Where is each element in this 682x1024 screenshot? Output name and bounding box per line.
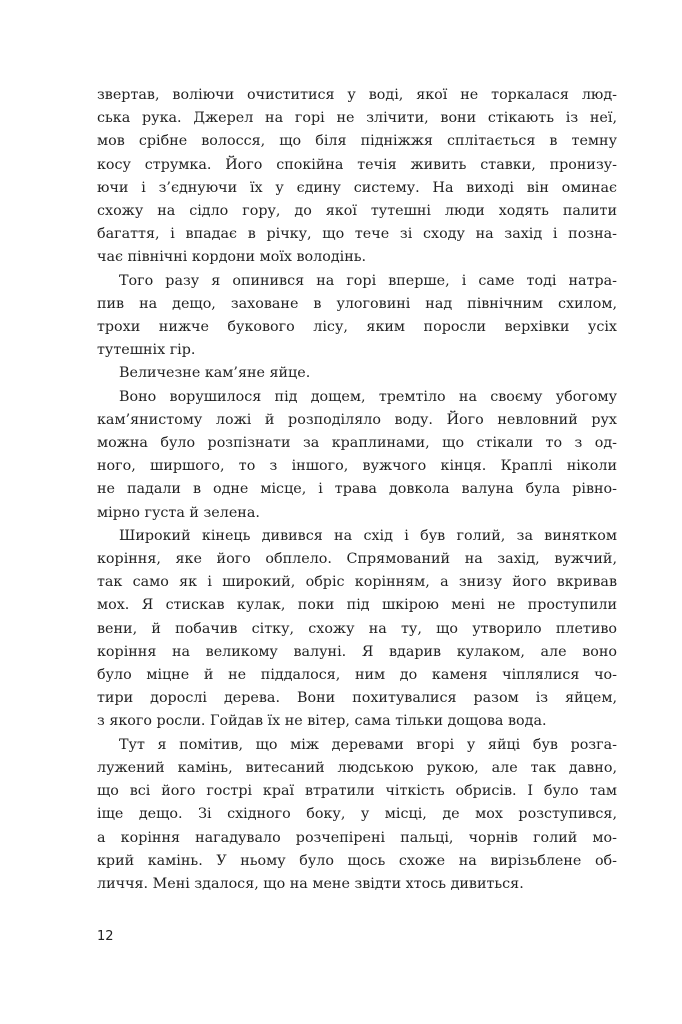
text-line: Тут я помітив, що між деревами вгорі у яйці був розга- <box>119 736 617 753</box>
text-line: лужений камінь, витесаний людською рукою, але так давно, <box>97 759 617 776</box>
text-line: трохи нижче букового лісу, яким поросли верхівки усіх <box>97 319 617 336</box>
page-body <box>97 84 617 896</box>
paragraph <box>97 84 617 270</box>
text-line: тутешніх гір. <box>97 342 196 359</box>
paragraph <box>97 362 617 385</box>
text-line: пив на дещо, заховане в улоговині над північним схилом, <box>97 295 617 312</box>
text-line: коріння на великому валуні. Я вдарив кулаком, але воно <box>97 643 617 660</box>
text-line: косу струмка. Його спокійна течія живить ставки, пронизу- <box>97 156 617 173</box>
text-line: Широкий кінець дивився на схід і був голий, за винятком <box>119 527 617 544</box>
text-line: коріння, яке його обплело. Спрямований на захід, вужчий, <box>97 551 617 568</box>
text-line: личчя. Мені здалося, що на мене звідти хтось дивиться. <box>97 875 524 892</box>
text-line: можна було розпізнати за краплинами, що стікали то з од- <box>97 435 617 452</box>
text-line: крий камінь. У ньому було щось схоже на вирізьблене об- <box>97 852 617 869</box>
text-line: чає північні кордони моїх володінь. <box>97 249 367 266</box>
paragraph <box>97 525 617 734</box>
text-line: з якого росли. Гойдав їх не вітер, сама тільки дощова вода. <box>97 713 547 730</box>
paragraph <box>97 734 617 896</box>
text-line: ного, ширшого, то з іншого, вужчого кінця. Краплі ніколи <box>97 458 617 475</box>
text-line: мох. Я стискав кулак, поки під шкірою мені не проступили <box>97 597 617 614</box>
text-line: а коріння нагадувало розчепірені пальці, чорнів голий мо- <box>97 829 617 846</box>
text-line: тири дорослі дерева. Вони похитувалися разом із яйцем, <box>97 690 617 707</box>
text-line: мірно густа й зелена. <box>97 504 260 521</box>
text-line: мов срібне волосся, що біля підніжжя сплітається в темну <box>97 133 617 150</box>
paragraph <box>97 386 617 525</box>
text-line: Воно ворушилося під дощем, тремтіло на своєму убогому <box>119 388 617 405</box>
text-line: ючи і з’єднуючи їх у єдину систему. На виході він оминає <box>97 179 617 196</box>
text-line: схожу на сідло гору, до якої тутешні люди ходять палити <box>97 203 617 220</box>
page-number: 12 <box>97 929 114 944</box>
text-line: було міцне й не піддалося, ним до каменя чіплялися чо- <box>97 667 617 684</box>
text-line: Величезне кам’яне яйце. <box>119 365 311 382</box>
text-line: не падали в одне місце, і трава довкола валуна була рівно- <box>97 481 617 498</box>
text-line: що всі його гострі краї втратили чіткість обрисів. І було там <box>97 783 617 800</box>
paragraph <box>97 270 617 363</box>
text-line: іще дещо. Зі східного боку, у місці, де мох розступився, <box>97 806 617 823</box>
text-line: вени, й побачив сітку, схожу на ту, що утворило плетиво <box>97 620 617 637</box>
text-line: так само як і широкий, обріс корінням, а знизу його вкривав <box>97 574 617 591</box>
text-line: Того разу я опинився на горі вперше, і саме тоді натра- <box>119 272 617 289</box>
text-line: кам’янистому ложі й розподіляло воду. Його невловний рух <box>97 411 617 428</box>
text-line: звертав, воліючи очиститися у воді, якої не торкалася люд- <box>97 87 617 103</box>
text-line: ська рука. Джерел на горі не злічити, вони стікають із неї, <box>97 110 617 127</box>
text-line: багаття, і впадає в річку, що тече зі сходу на захід і позна- <box>97 226 617 243</box>
